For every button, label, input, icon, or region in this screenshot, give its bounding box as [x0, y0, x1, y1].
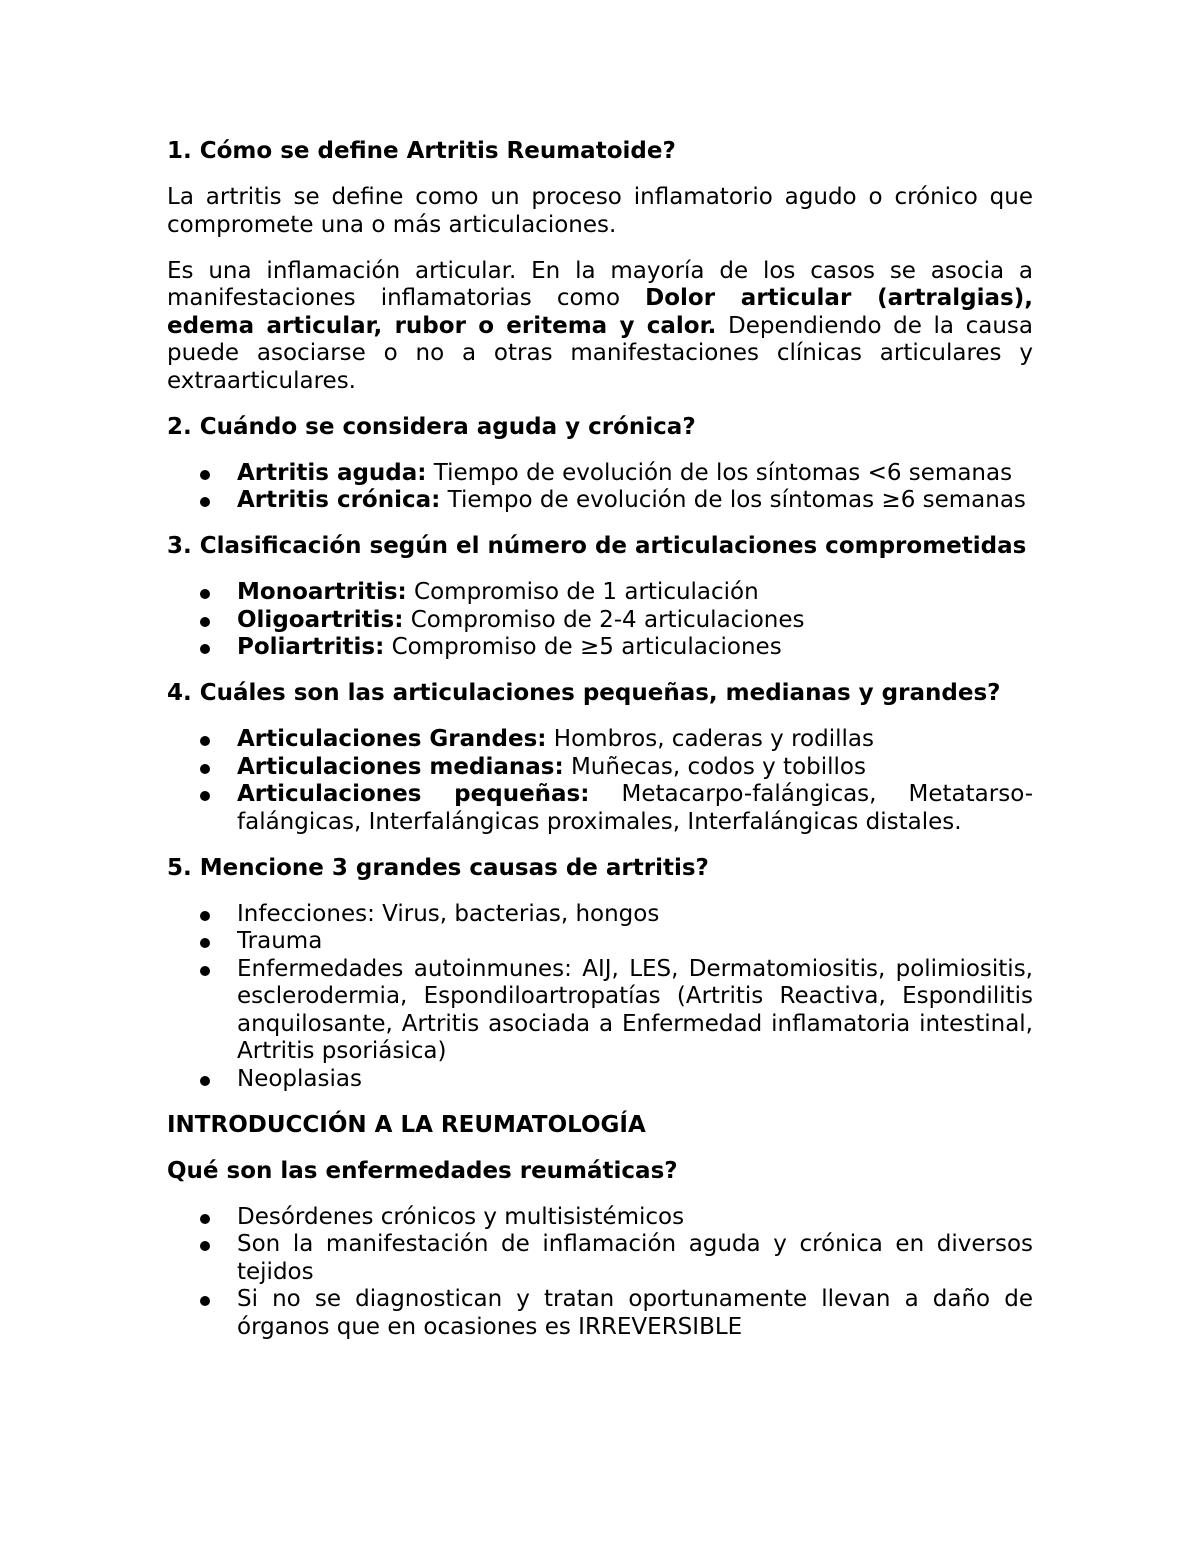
list-item-text: Hombros, caderas y rodillas — [546, 726, 874, 752]
list-item — [167, 901, 1033, 929]
intro-list — [167, 1204, 1033, 1342]
list-item — [167, 579, 1033, 607]
bullet-icon — [200, 764, 210, 774]
list-item-text: Infecciones: Virus, bacterias, hongos — [237, 900, 660, 927]
list-item — [167, 781, 1033, 836]
list-item — [167, 1286, 1033, 1341]
bullet-icon — [200, 1214, 210, 1224]
list-item-label: Articulaciones Grandes: — [237, 726, 547, 752]
list-item-text: Compromiso de 1 articulación — [406, 579, 759, 605]
bullet-icon — [200, 791, 210, 801]
question-3-title — [167, 533, 1033, 561]
q2-list — [167, 460, 1033, 515]
list-item-text: Trauma — [237, 928, 323, 954]
list-item — [167, 928, 1033, 956]
bullet-icon — [200, 617, 210, 627]
list-item-label: Articulaciones pequeñas: — [237, 781, 590, 807]
list-item-text: Son la manifestación de inflamación aguda y crónica en diversos tejidos — [237, 1231, 1033, 1285]
list-item — [167, 1231, 1033, 1286]
list-item-text: Si no se diagnostican y tratan oportunamente llevan a daño de órganos que en ocasiones es IRREVERSIBLE — [237, 1286, 1033, 1340]
q5-list — [167, 901, 1033, 1094]
list-item — [167, 956, 1033, 1066]
list-item — [167, 726, 1033, 754]
list-item-text: Tiempo de evolución de los síntomas ≥6 semanas — [440, 487, 1026, 513]
question-3-title-text: 3. Clasificación según el número de articulaciones comprometidas — [167, 533, 1027, 559]
list-item — [167, 460, 1033, 488]
q1-p2-text-a: Es una inflamación articular. En la mayoría de los casos se asocia a manifestaciones inflamatorias como — [167, 257, 1033, 311]
list-item-label: Articulaciones medianas: — [237, 753, 564, 780]
list-item-label: Oligoartritis: — [237, 606, 404, 633]
list-item — [167, 634, 1033, 662]
bullet-icon — [200, 911, 210, 921]
list-item-text: Neoplasias — [237, 1065, 362, 1092]
list-item — [167, 754, 1033, 782]
q4-list — [167, 726, 1033, 836]
bullet-icon — [200, 736, 210, 746]
bullet-icon — [200, 938, 210, 948]
list-item-label: Artritis aguda: — [237, 459, 427, 486]
bullet-icon — [200, 1296, 210, 1306]
list-item-label: Monoartritis: — [237, 579, 407, 605]
q3-list — [167, 579, 1033, 662]
question-1-title: 1. Cómo se define Artritis Reumatoide? — [167, 138, 676, 164]
list-item-text: Tiempo de evolución de los síntomas <6 semanas — [426, 459, 1013, 486]
bullet-icon — [200, 470, 210, 480]
bullet-icon — [200, 497, 210, 507]
list-item-text: Compromiso de 2-4 articulaciones — [403, 606, 805, 633]
section-heading: INTRODUCCIÓN A LA REUMATOLOGÍA — [167, 1111, 646, 1138]
q1-p2-text-b: Dependiendo de la causa puede asociarse o no a otras manifestaciones clínicas articulares y extraarticulares. — [167, 312, 1034, 394]
q1-paragraph-2 — [167, 258, 1033, 396]
list-item-text: Compromiso de ≥5 articulaciones — [384, 634, 782, 660]
list-item-text: Metacarpo-falángicas, Metatarso-falángicas, Interfalángicas proximales, Interfalángicas distales. — [237, 781, 1033, 835]
q1-p2-bold: Dolor articular (artralgias), edema articular, rubor o eritema y calor. — [167, 285, 1033, 339]
list-item-label: Poliartritis: — [237, 634, 385, 660]
bullet-icon — [200, 644, 210, 654]
list-item-text: Enfermedades autoinmunes: AIJ, LES, Dermatomiositis, polimiositis, esclerodermia, Espondiloartropatías (Artritis Reactiva, Espondilitis anquilosante, Artritis asociada a Enfermedad inflamatoria intestinal, Artritis psoriásica) — [237, 955, 1033, 1064]
intro-question-title: Qué son las enfermedades reumáticas? — [167, 1157, 678, 1184]
question-5-title: 5. Mencione 3 grandes causas de artritis? — [167, 854, 709, 881]
question-4-title: 4. Cuáles son las articulaciones pequeñas, medianas y grandes? — [167, 680, 1001, 706]
list-item — [167, 1066, 1033, 1094]
question-2-title: 2. Cuándo se considera aguda y crónica? — [167, 413, 696, 440]
bullet-icon — [200, 1241, 210, 1251]
bullet-icon — [200, 589, 210, 599]
list-item — [167, 487, 1033, 515]
list-item-label: Artritis crónica: — [237, 487, 441, 513]
bullet-icon — [200, 1076, 210, 1086]
list-item-text: Muñecas, codos y tobillos — [563, 753, 866, 780]
list-item-text: Desórdenes crónicos y multisistémicos — [237, 1203, 685, 1230]
q1-paragraph-1: La artritis se define como un proceso inflamatorio agudo o crónico que compromete una o más articulaciones. — [167, 184, 1033, 238]
bullet-icon — [200, 966, 210, 976]
list-item — [167, 607, 1033, 635]
list-item — [167, 1204, 1033, 1232]
